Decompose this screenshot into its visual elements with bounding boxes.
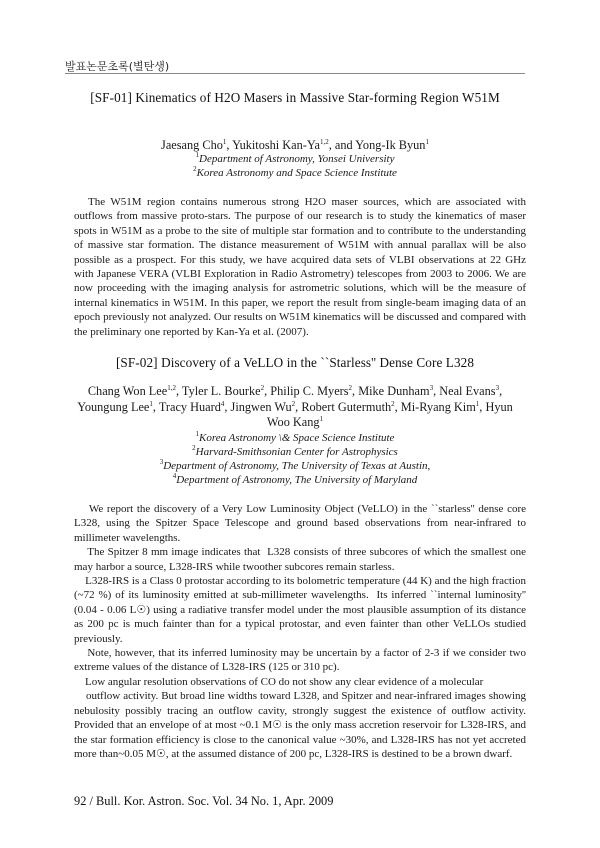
abstract-paragraph: The Spitzer 8 mm image indicates that L328 consists of three subcores of which the smallest one may harbor a source, L328-IRS while twoother subcores remain starless. [74,546,529,573]
author-affiliation-mark: 2 [348,384,353,392]
author-affiliation-mark: 1,2 [320,138,329,146]
author-name: Tyler L. Bourke [181,384,261,398]
author-name: Mi-Ryang Kim [400,399,476,414]
sf02-affiliations [75,431,515,487]
abstract-paragraph: Note, however, that its inferred luminosity may be uncertain by a factor of 2-3 if we consider two extreme values of the distance of L328-IRS (125 or 310 pc). [74,647,529,674]
header-rule [65,73,525,74]
sf01-abstract-text: The W51M region contains numerous strong H2O maser sources, which are associated with outflows from massive proto-stars. The purpose of our research is to study the kinematics of maser spots in W51M as a probe to the site of multiple star formation and to contribute to the understanding of massive star formation. The distance measurement of W51M with annual parallax will be also possible as a prospect. For this study, we have acquired data sets of VLBI observations at 22 GHz with Japanese VERA (VLBI Exploration in Radio Astrometry) telescopes from 2003 to 2006. We are now proceeding with the imaging analysis for astrometric solutions, which will be the measure of internal kinematics in W51M. In this paper, we report the result from single-beam imaging data of an epoch previously not analyzed. Our results on W51M kinematics will be discussed and compared with the preliminary one reported by Kan-Ya et al. (2007). [74,196,526,338]
author-affiliation-mark: 1 [475,399,480,408]
author-name: Youngung Lee [77,399,150,414]
abstract-paragraph: L328-IRS is a Class 0 protostar according to its bolometric temperature (44 K) and the high fraction (~72 %) of its luminosity emitted at sub-millimeter wavelengths. Its inferred ``internal luminosity'' (0.04 - 0.06 L☉) using a radiative transfer model under the most plausible assumption of its distance as 200 pc is much fainter than for a typical protostar, and even fainter than other VeLLOs studied previously. [74,575,529,645]
author-name: Chang Won Lee [87,384,168,398]
author-name: Philip C. Myers [270,384,349,398]
author-name: Mike Dunham [358,384,430,398]
author-name: Jingwen Wu [230,399,292,414]
author-name: Neal Evans [439,384,496,398]
author-affiliation-mark: 3 [429,384,434,392]
author-affiliation-mark: 1,2 [167,384,176,392]
author-affiliation-mark: 1 [149,399,153,408]
affiliation-line: $^1$Korea Astronomy \& Space Science Institute [195,430,395,444]
sf01-title: [SF-01] Kinematics of H2O Masers in Massive Star-forming Region W51M [90,90,500,105]
author-name: Yukitoshi Kan-Ya [232,138,320,152]
sf01-affiliations [75,152,515,180]
affiliation-line: $^1$Department of Astronomy, Yonsei University [195,151,395,165]
author-affiliation-mark: 1 [425,138,429,146]
author-affiliation-mark: 3 [495,384,500,392]
sf01-authors: Jaesang Cho$^1$, Yukitoshi Kan-Ya$^{1,2}$, and Yong-Ik Byun$^1$ [161,138,429,152]
author-affiliation-mark: 2 [260,384,265,392]
sf02-title: [SF-02] Discovery of a VeLLO in the ``Starless'' Dense Core L328 [115,355,475,370]
author-affiliation-mark: 4 [220,399,225,408]
abstract-paragraph: We report the discovery of a Very Low Luminosity Object (VeLLO) in the ``starless'' dense core L328, using the Spitzer Space Telescope and ground based observations from near-infrared to millimeter wavelengths. [74,503,529,544]
author-affiliation-mark: 2 [391,399,395,408]
author-name: Tracy Huard [158,399,221,414]
author-affiliation-mark: 1 [222,138,227,146]
author-affiliation-mark: 1 [319,415,324,423]
affiliation-line: $^2$Harvard-Smithsonian Center for Astrophysics [192,444,398,458]
affiliation-line: $^3$Department of Astronomy, The University of Texas at Austin, [159,458,431,472]
affiliation-line: $^4$Department of Astronomy, The University of Maryland [172,472,418,486]
sf02-authors: Chang Won Lee$^{1,2}$, Tyler L. Bourke$^2$, Philip C. Myers$^2$, Mike Dunham$^3$, Neal Evans$^3$, Youngung Lee$^1$, Tracy Huard$^4$, Jingwen Wu$^2$, Robert Gutermuth$^2$, Mi-Ryang Kim$^1$, Hyun Woo Kang$^1$ [77,384,513,429]
sf01-abstract [74,195,526,339]
author-name: Robert Gutermuth [301,399,392,414]
author-name: Hyun Woo Kang [266,399,513,429]
author-affiliation-mark: 2 [291,399,296,408]
author-name: Yong-Ik Byun [355,138,426,152]
sf02-abstract [74,502,532,761]
journal-section-header: 발표논문초록(별탄생) [65,60,170,73]
affiliation-line: $^2$Korea Astronomy and Space Science Institute [193,165,397,179]
abstract-paragraph: outflow activity. But broad line widths toward L328, and Spitzer and near-infrared images showing nebulosity possibly tracing an outflow cavity, strongly suggest the existence of outflow activity. Provided that an envelope of at most ~0.1 M☉ is the only mass accretion reservoir for L328-IRS, and the star formation efficiency is close to the canonical value ~30%, and L328-IRS has not yet accreted more than~0.05 M☉, at the assumed distance of 200 pc, L328-IRS is destined to be a brown dwarf. [74,690,532,760]
abstract-paragraph: Low angular resolution observations of CO do not show any clear evidence of a molecular [74,675,484,688]
page-footer: 92 / Bull. Kor. Astron. Soc. Vol. 34 No. 1, Apr. 2009 [74,794,334,808]
author-name: Jaesang Cho [161,138,223,152]
